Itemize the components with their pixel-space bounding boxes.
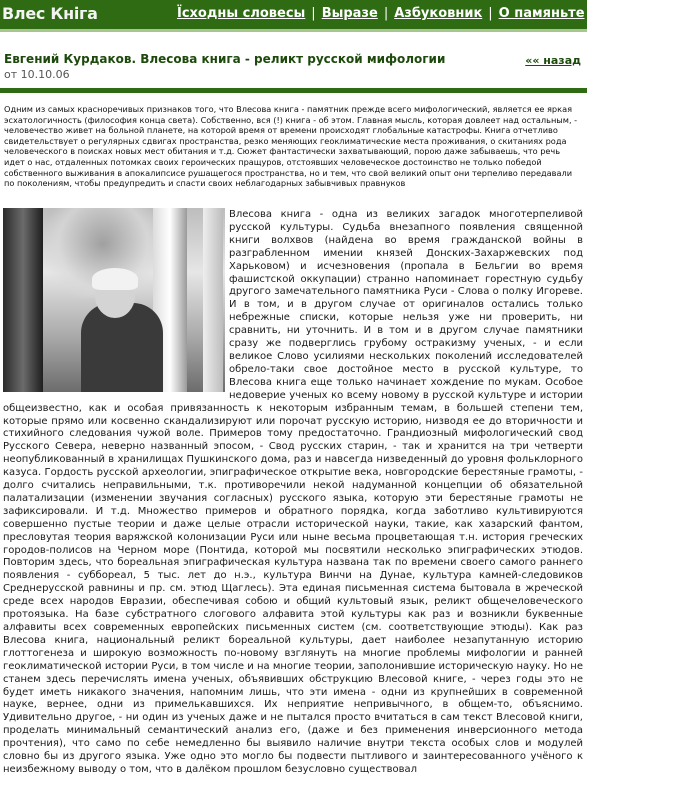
nav-separator: | — [383, 6, 389, 21]
nav-separator: | — [590, 6, 595, 21]
nav-separator: | — [488, 6, 493, 21]
nav-link-vyraze[interactable]: Выразе — [321, 6, 378, 21]
article-abstract: Одним из самых красноречивых признаков того, что Влесова книга - памятник прежде всего мифологический, является ее яркая эсхатологичность (философия конца света). Собственно, вся (!) книга - об этом. Главная мысль, которая довлеет над остальным, - человечество живет на больной планете, на которой время от времени происходят глобальные катастрофы. Книга отчетливо свидетельствует о регулярных сдвигах пространства, резко меняющих геоклиматические места проживания, о скитаниях рода человеческого в поисках новых мест обитания и т.д. Сюжет фантастически захватывающий, порою даже забываешь, что речь идет о нас, отдаленных потомках своих героических пращуров, отстоявших человеческое достоинство не только победой собственного выживания в апокалипсисе рушащегося пространства, но и тем, что свой великий опыт они терпеливо передавали по поколениям, чтобы предупредить и спасти своих неблагодарных забывчивых правнуков — [4, 104, 578, 189]
photo-tree — [3, 208, 43, 392]
photo-birch — [203, 208, 223, 392]
author-photo — [3, 208, 225, 392]
top-bar — [0, 0, 691, 32]
site-title[interactable]: Влес Кніга — [2, 4, 98, 23]
header-divider — [0, 88, 587, 93]
back-link[interactable]: «« назад — [525, 54, 581, 67]
article-header — [0, 34, 587, 84]
photo-person-hair — [92, 268, 138, 290]
nav-separator: | — [311, 6, 316, 21]
article-body-text: Влесова книга - одна из великих загадок многотерпеливой русской культуры. Судьба внезапного появления священной книги волхвов (найдена во время гражданской войны в разграбленном имении князей Донских-Захаржевских под Харьковом) и исчезновения (пропала в Бельгии во время фашистской оккупации) странно напоминает горестную судьбу другого замечательного памятника Руси - Слова о полку Игореве. И в том, и в другом случае от оригиналов остались только небрежные списки, которые нельзя уже ни проверить, ни сравнить, ни уточнить. И в том и в другом случае памятники сразу же подверглись грубому остракизму ученых, - и если великое Слово усилиями нескольких поколений исследователей обрело-таки свое достойное место в русской культуре, то Влесова книга еще только начинает хождение по мукам. Особое недоверие ученых ко всему новому в русской культуре и истории общеизвестно, как и особая привязанность к некоторым избранным темам, в большей степени тем, которые прямо или косвенно скандализируют или порочат русскую историю, низводя ее до вторичности и стихийного следования чужой воле. Примеров тому предостаточно. Грандиозный мифологический свод Русского Севера, неверно названный эпосом, - Свод русских старин, - так и хранится на три четверти неопубликованный в хранилищах Пушкинского дома, раз и навсегда низведенный до уровня фольклорного казуса. Гордость русской археологии, эпиграфическое открытие века, новгородские берестяные грамоты, - долго считались неправильными, т.к. противоречили некой надуманной концепции об обязательной палатализации (изменении звучания согласных) русского языка, которую эти берестяные грамоты не зафиксировали. И т.д. Множество примеров и обратного порядка, когда заботливо культивируются совершенно пустые теории и даже целые отрасли исторической науки, такие, как хазарский фантом, пресловутая теория варяжской колонизации Руси или ныне весьма процветающая т.н. история греческих городов-полисов на Черном море (Понтида, которой мы посвятили несколько эпиграфических этюдов. Повторим здесь, что бореальная эпиграфическая культура названа так по времени своего самого раннего появления - суббореал, 5 тыс. лет до н.э., культура Винчи на Дунае, культура камней-следовиков Среднерусской равнины и пр. см. этюд Щаглесь). Эта единая письменная система бытовала в жреческой среде всех народов Евразии, обеспечивая собою и общий культовый язык, реликт общечеловеческого протоязыка. На базе субстратного слогового алфавита этой культуры как раз и возникли буквенные алфавиты всех современных европейских письменных систем (см. соответствующие этюды). Как раз Влесова книга, национальный реликт бореальной культуры, дает наиболее незапутанную историю глоттогенеза и широкую возможность по-новому взглянуть на многие проблемы мифологии и ранней геоклиматической истории Руси, в том числе и на многие теории, заполонившие историческую науку. Но не станем здесь перечислять имена ученых, объявивших обструкцию Влесовой книге, - через годы это не будет иметь никакого значения, напомним лишь, что эти имена - одни из крупнейших в современной науке, вернее, одни из примелькавшихся. Их неприятие непривычного, в общем-то, объяснимо. Удивительно другое, - ни один из ученых даже и не пытался просто вчитаться в сам текст Влесовой книги, проделать минимальный семантический анализ его, (даже и без применения инверсионного метода прочтения), что само по себе немедленно бы выявило наличие внутри текста особых слов и модулей словно бы из другого языка. Уже одно это могло бы подвести пытливого и заинтересованного учёного к неизбежному выводу о том, что в далёком прошлом безусловно существовал — [3, 209, 583, 775]
article-date: от 10.10.06 — [4, 68, 70, 81]
main-nav — [177, 0, 691, 29]
nav-link-o-pamyante[interactable]: О памяньте — [498, 6, 585, 21]
article-title: Евгений Курдаков. Влесова книга - реликт русской мифологии — [4, 52, 446, 66]
nav-link-azbukovnik[interactable]: Азбуковник — [394, 6, 483, 21]
nav-link-budislaba[interactable]: Будисьлаба — [600, 6, 691, 21]
nav-link-iskhodny-slovesy[interactable]: Їсходны словесы — [177, 6, 306, 21]
